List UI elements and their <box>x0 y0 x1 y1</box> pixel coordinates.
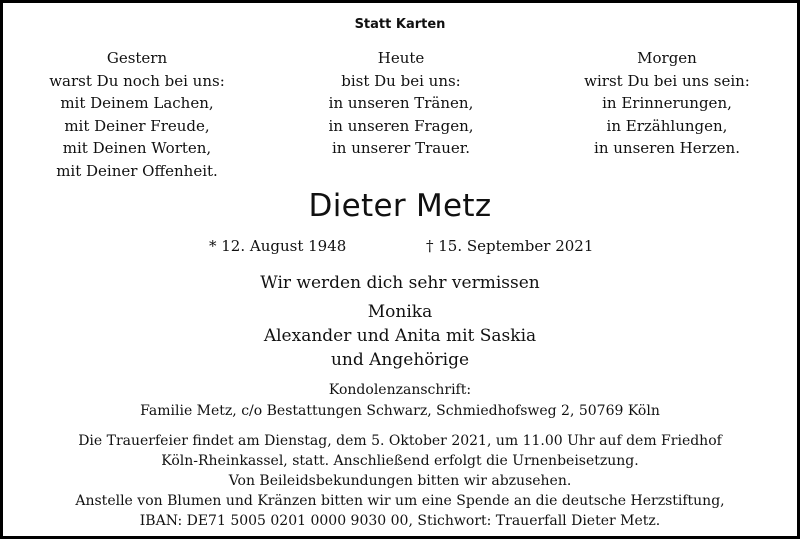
poem-line: Gestern <box>106 49 168 67</box>
info-line: IBAN: DE71 5005 0201 0000 9030 00, Stichwort: Trauerfall Dieter Metz. <box>139 513 661 529</box>
family-signatures <box>3 300 797 372</box>
poem-line: bist Du bei uns: <box>341 71 461 90</box>
death-date: † 15. September 2021 <box>426 237 594 255</box>
family-line: Alexander und Anita mit Saskia <box>263 326 537 346</box>
poem-line: mit Deiner Freude, <box>64 116 210 135</box>
condolence-label: Kondolenzanschrift: <box>328 382 472 398</box>
poem-line: Heute <box>377 49 425 67</box>
poem-line: wirst Du bei uns sein: <box>584 71 750 90</box>
info-line: Die Trauerfeier findet am Dienstag, dem 5. Oktober 2021, um 11.00 Uhr auf dem Friedhof <box>78 433 722 449</box>
deceased-name: Dieter Metz <box>308 188 492 224</box>
info-line: Von Beileidsbekundungen bitten wir abzusehen. <box>228 473 572 489</box>
condolence-address <box>3 380 797 422</box>
poem-line: Morgen <box>637 49 697 67</box>
poem-line: in unseren Fragen, <box>328 116 474 135</box>
poem-column-morgen <box>551 47 783 160</box>
poem-line: in Erzählungen, <box>606 116 728 135</box>
farewell-text: Wir werden dich sehr vermissen <box>260 273 540 293</box>
poem-line: in unserer Trauer. <box>331 139 471 157</box>
poem-column-heute <box>286 47 516 160</box>
poem-line: mit Deinen Worten, <box>62 139 212 157</box>
poem-line: in unseren Herzen. <box>594 139 740 157</box>
poem-column-gestern <box>23 47 251 182</box>
info-line: Köln-Rheinkassel, statt. Anschließend erfolgt die Urnenbeisetzung. <box>161 453 639 469</box>
header-statt-karten: Statt Karten <box>354 17 446 32</box>
poem-line: in Erinnerungen, <box>602 94 732 112</box>
poem-line: mit Deinem Lachen, <box>60 94 214 112</box>
funeral-info <box>3 431 797 531</box>
poem-line: warst Du noch bei uns: <box>49 71 225 90</box>
family-line: Monika <box>367 302 433 322</box>
poem-line: mit Deiner Offenheit. <box>56 161 218 180</box>
family-line: und Angehörige <box>330 350 470 370</box>
info-line: Anstelle von Blumen und Kränzen bitten wir um eine Spende an die deutsche Herzstiftung, <box>75 493 725 509</box>
poem-line: in unseren Tränen, <box>328 94 474 112</box>
birth-date: * 12. August 1948 <box>209 237 347 255</box>
condolence-address-line: Familie Metz, c/o Bestattungen Schwarz, Schmiedhofsweg 2, 50769 Köln <box>140 403 660 419</box>
